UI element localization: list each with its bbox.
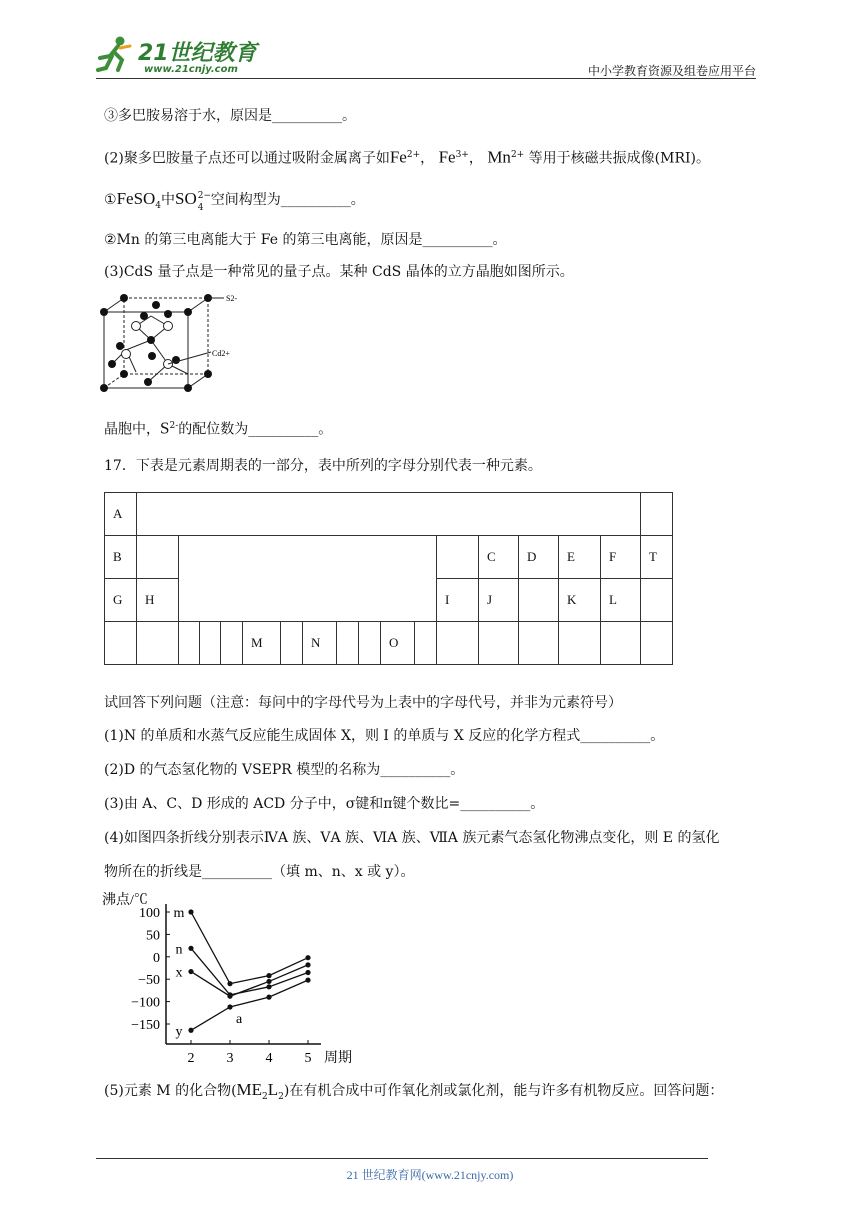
question-17: 17．下表是元素周期表的一部分，表中所列的字母分别代表一种元素。 xyxy=(104,458,542,474)
y-tick-label: −50 xyxy=(138,973,160,989)
header-rule xyxy=(96,78,756,79)
question-17-1: (1)N 的单质和水蒸气反应能生成固体 X，则 I 的单质与 X 反应的化学方程式__________。 xyxy=(104,728,665,744)
point-n xyxy=(305,970,310,975)
logo-main-text: 21世纪教育 xyxy=(138,41,257,66)
question-17-3: (3)由 A、C、D 形成的 ACD 分子中，σ键和π键个数比=__________。 xyxy=(104,796,545,812)
header-right-text: 中小学教育资源及组卷应用平台 xyxy=(587,64,756,78)
point-m xyxy=(227,981,232,986)
cell-H: H xyxy=(137,579,179,622)
crystal-cell-diagram xyxy=(96,290,246,400)
series-line-y xyxy=(191,980,308,1030)
cell-D: D xyxy=(519,536,559,579)
question-17-4a: (4)如图四条折线分别表示ⅣA 族、ⅤA 族、ⅥA 族、ⅦA 族元素气态氢化物沸点变化，则 E 的氢化 xyxy=(104,830,720,846)
point-y xyxy=(305,977,310,982)
series-label-m: m xyxy=(173,906,185,921)
question-line-coordination: 晶胞中，$S^{2-}$的配位数为__________。 xyxy=(104,418,333,438)
series-label-y: y xyxy=(175,1024,183,1040)
y-tick-label: 100 xyxy=(139,906,160,921)
question-line-2: (2)聚多巴胺量子点还可以通过吸附金属离子如$Fe^{2+}$， $Fe^{3+}$， $Mn^{2+}$ 等用于核磁共振成像(MRI)。 xyxy=(104,147,711,167)
point-n xyxy=(188,946,193,951)
boiling-point-chart xyxy=(96,884,376,1070)
x-tick-label: 4 xyxy=(265,1051,273,1066)
x-tick-label: 2 xyxy=(187,1051,195,1066)
footer-rule xyxy=(96,1158,708,1159)
annotation-a: a xyxy=(236,1011,243,1027)
cell-G: G xyxy=(105,579,137,622)
site-logo xyxy=(96,34,266,78)
cell-B: B xyxy=(105,536,137,579)
question-line-2-1: ①FeSO$_4$中SO 2− 4 空间构型为__________。 xyxy=(104,189,365,213)
cd-ion-label: Cd2+ xyxy=(212,349,230,358)
series-label-x: x xyxy=(175,965,183,981)
point-n xyxy=(266,984,271,989)
y-tick-label: −150 xyxy=(131,1018,160,1033)
y-tick-label: 50 xyxy=(146,928,160,944)
y-tick-label: 0 xyxy=(153,950,160,966)
point-x xyxy=(266,979,271,984)
point-y xyxy=(227,1004,232,1009)
point-x xyxy=(305,962,310,967)
cell-N: N xyxy=(303,622,337,665)
cell-T: T xyxy=(641,536,673,579)
cell-I: I xyxy=(437,579,479,622)
cell-J: J xyxy=(479,579,519,622)
series-label-n: n xyxy=(175,942,183,958)
cell-A: A xyxy=(105,493,137,536)
cell-K: K xyxy=(559,579,601,622)
cell-L: L xyxy=(601,579,641,622)
answer-note: 试回答下列问题（注意：每问中的字母代号为上表中的字母代号，并非为元素符号） xyxy=(104,695,622,711)
s-ion-label: S2- xyxy=(226,294,238,303)
cell-E: E xyxy=(559,536,601,579)
cell-F: F xyxy=(601,536,641,579)
footer-text: 21 世纪教育网(www.21cnjy.com) xyxy=(346,1168,514,1182)
x-tick-label: 5 xyxy=(304,1051,312,1066)
point-m xyxy=(188,909,193,914)
question-line-2-2: ②Mn 的第三电离能大于 Fe 的第三电离能，原因是__________。 xyxy=(104,232,507,248)
cell-O: O xyxy=(381,622,415,665)
question-17-2: (2)D 的气态氢化物的 VSEPR 模型的名称为__________。 xyxy=(104,762,465,778)
question-line-3: (3)CdS 量子点是一种常见的量子点。某种 CdS 晶体的立方晶胞如图所示。 xyxy=(104,264,574,280)
point-x xyxy=(188,969,193,974)
cell-M: M xyxy=(243,622,281,665)
logo-url-text: www.21cnjy.com xyxy=(144,64,238,75)
question-17-5: (5)元素 M 的化合物$(ME_2L_2)$在有机合成中可作氧化剂或氯化剂，能与许多有机物反应。回答问题： xyxy=(104,1080,724,1102)
point-y xyxy=(188,1028,193,1033)
cell-C: C xyxy=(479,536,519,579)
chart-ylabel: 沸点/℃ xyxy=(102,893,148,908)
point-m xyxy=(305,955,310,960)
chart-xlabel: 周期 xyxy=(324,1051,352,1066)
y-tick-label: −100 xyxy=(131,995,160,1011)
point-m xyxy=(266,973,271,978)
runner-icon xyxy=(96,34,136,74)
question-line: ③多巴胺易溶于水，原因是__________。 xyxy=(104,108,356,124)
point-x xyxy=(227,994,232,999)
question-17-4b: 物所在的折线是__________（填 m、n、x 或 y）。 xyxy=(104,864,415,880)
x-tick-label: 3 xyxy=(226,1051,234,1066)
periodic-table xyxy=(104,492,673,665)
point-y xyxy=(266,995,271,1000)
